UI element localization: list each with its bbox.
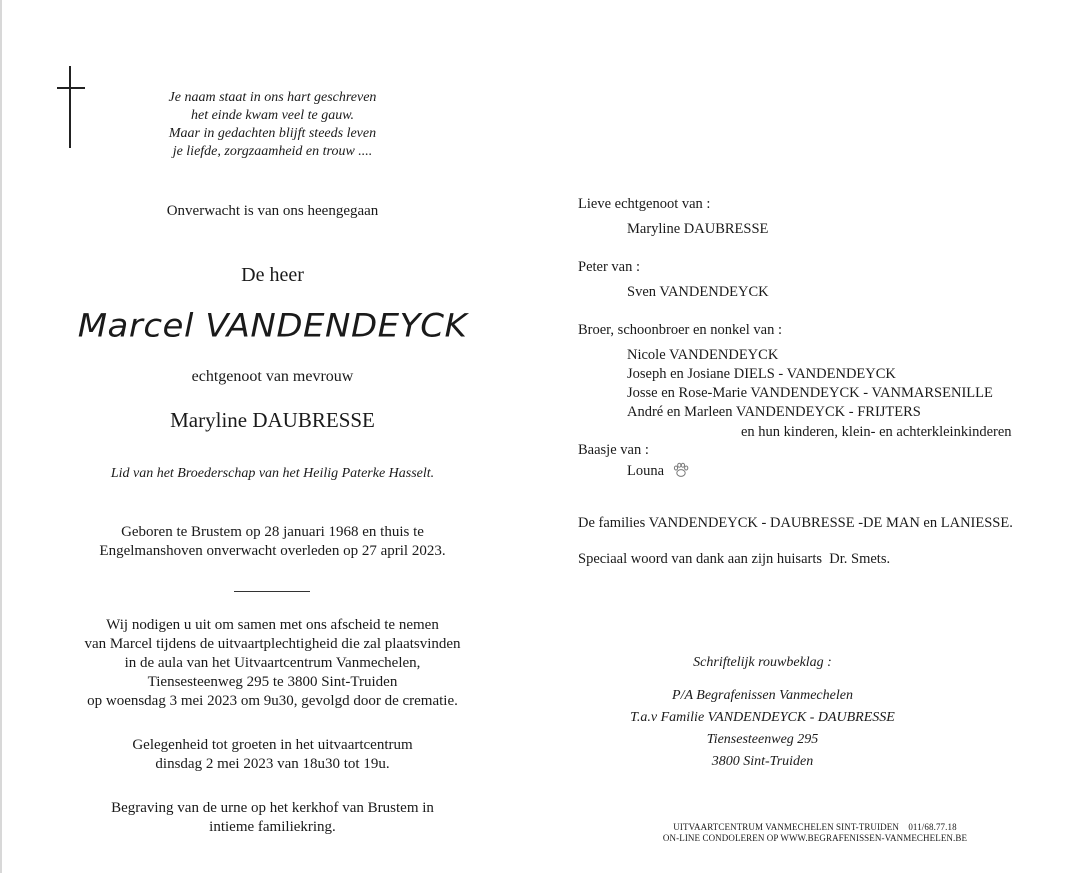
spouse-intro: echtgenoot van mevrouw (191, 368, 354, 385)
page-border (0, 0, 2, 873)
burial-line: intieme familiekring. (209, 819, 336, 835)
footer-line: ON-LINE CONDOLEREN OP WWW.BEGRAFENISSEN-VANMECHELEN.BE (662, 833, 968, 843)
birth-death-line: Engelmanshoven onverwacht overleden op 27 april 2023. (99, 543, 446, 559)
condolence-line: P/A Begrafenissen Vanmechelen (672, 688, 853, 703)
condolence-line: 3800 Sint-Truiden (711, 754, 814, 769)
greeting-line: dinsdag 2 mei 2023 van 18u30 tot 19u. (155, 756, 390, 772)
spouse-heading: Lieve echtgenoot van : (578, 196, 711, 212)
relation-spouse-name: Maryline DAUBRESSE (627, 221, 769, 237)
deceased-name: Marcel VANDENDEYCK (77, 307, 468, 345)
poem (100, 89, 445, 161)
greeting-text (60, 736, 485, 774)
godfather-heading: Peter van : (578, 259, 641, 275)
membership-text: Lid van het Broederschap van het Heilig Paterke Hasselt. (110, 466, 435, 481)
sibling-item: Nicole VANDENDEYCK (627, 347, 779, 363)
sibling-item: Josse en Rose-Marie VANDENDEYCK - VANMARSENILLE (627, 385, 993, 401)
birth-death-text (60, 523, 485, 561)
title-text: De heer (241, 264, 304, 286)
invitation-line: van Marcel tijdens de uitvaartplechtigheid die zal plaatsvinden (84, 636, 461, 652)
pet-name: Louna (627, 463, 665, 479)
pet-line (627, 461, 690, 480)
poem-line: Je naam staat in ons hart geschreven (168, 90, 377, 105)
birth-death-line: Geboren te Brustem op 28 januari 1968 en thuis te (121, 524, 424, 540)
invitation-text (50, 616, 495, 711)
cross-icon (57, 66, 85, 148)
condolence-line: Tiensesteenweg 295 (706, 732, 819, 747)
godfather-name: Sven VANDENDEYCK (627, 284, 769, 300)
invitation-line: Tiensesteenweg 295 te 3800 Sint-Truiden (147, 674, 398, 690)
siblings-heading: Broer, schoonbroer en nonkel van : (578, 322, 782, 338)
greeting-line: Gelegenheid tot groeten in het uitvaartcentrum (132, 737, 413, 753)
condolence-line: T.a.v Familie VANDENDEYCK - DAUBRESSE (630, 710, 895, 725)
footer (640, 822, 990, 844)
invitation-line: in de aula van het Uitvaartcentrum Vanmechelen, (124, 655, 421, 671)
thanks-text: Speciaal woord van dank aan zijn huisarts Dr. Smets. (578, 551, 891, 567)
intro-text: Onverwacht is van ons heengegaan (166, 203, 379, 219)
condolence-heading: Schriftelijk rouwbeklag : (693, 655, 832, 670)
spouse-name: Maryline DAUBRESSE (170, 408, 375, 432)
burial-line: Begraving van de urne op het kerkhof van Brustem in (111, 800, 434, 816)
divider (234, 591, 310, 592)
footer-line: UITVAARTCENTRUM VANMECHELEN SINT-TRUIDEN 011/68.77.18 (673, 822, 957, 832)
families-text: De families VANDENDEYCK - DAUBRESSE -DE MAN en LANIESSE. (578, 515, 1013, 531)
poem-line: het einde kwam veel te gauw. (190, 108, 355, 123)
invitation-line: Wij nodigen u uit om samen met ons afscheid te nemen (106, 617, 439, 633)
paw-print-icon (672, 461, 690, 479)
poem-line: Maar in gedachten blijft steeds leven (168, 126, 377, 141)
pet-heading: Baasje van : (578, 442, 649, 458)
invitation-line: op woensdag 3 mei 2023 om 9u30, gevolgd door de crematie. (87, 693, 458, 709)
condolence-address (620, 685, 905, 773)
sibling-item: Joseph en Josiane DIELS - VANDENDEYCK (627, 366, 896, 382)
siblings-note: en hun kinderen, klein- en achterkleinkinderen (741, 424, 1012, 440)
sibling-item: André en Marleen VANDENDEYCK - FRIJTERS (627, 404, 921, 420)
poem-line: je liefde, zorgzaamheid en trouw .... (172, 144, 373, 159)
burial-text (60, 799, 485, 837)
